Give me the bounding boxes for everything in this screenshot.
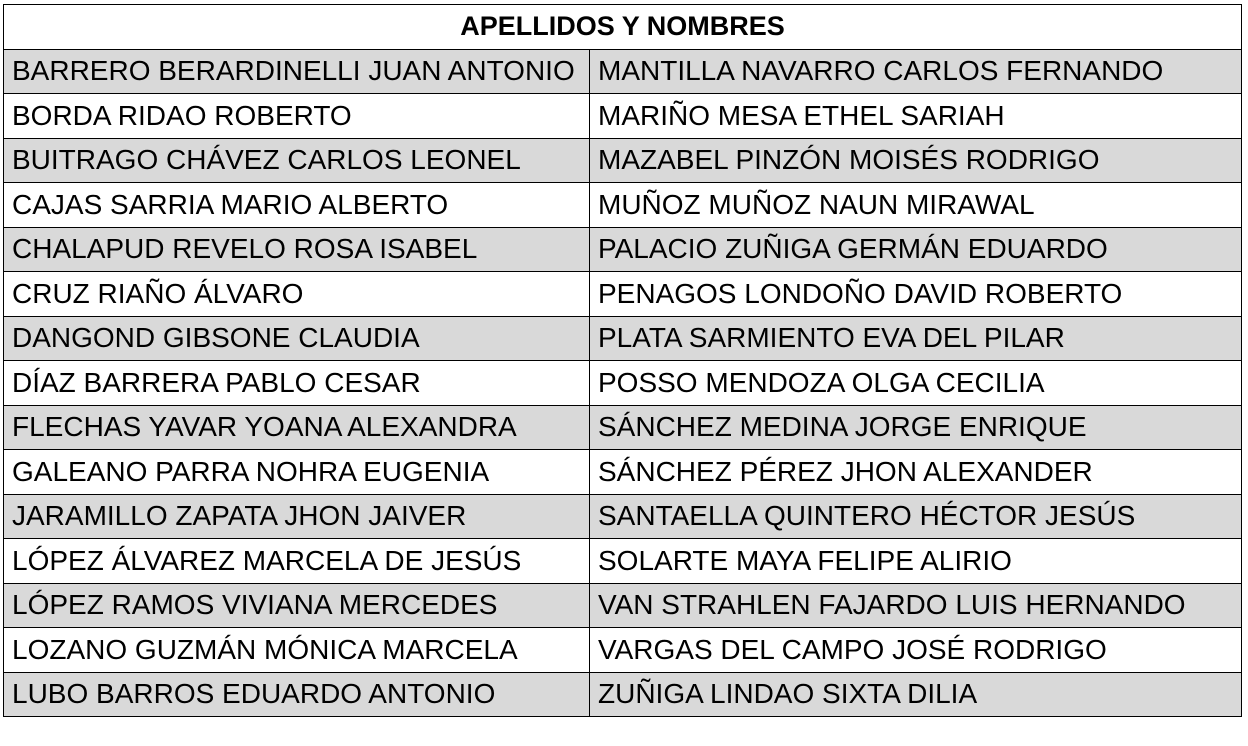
cell-left[interactable]: FLECHAS YAVAR YOANA ALEXANDRA [4,405,590,450]
names-table [3,4,1242,717]
table-row [4,316,1242,361]
cell-right[interactable]: PENAGOS LONDOÑO DAVID ROBERTO [590,272,1242,317]
cell-left[interactable]: LOZANO GUZMÁN MÓNICA MARCELA [4,628,590,673]
cell-left[interactable]: BORDA RIDAO ROBERTO [4,94,590,139]
cell-right[interactable]: MARIÑO MESA ETHEL SARIAH [590,94,1242,139]
cell-right[interactable]: SANTAELLA QUINTERO HÉCTOR JESÚS [590,494,1242,539]
cell-right[interactable]: VARGAS DEL CAMPO JOSÉ RODRIGO [590,628,1242,673]
cell-right[interactable]: POSSO MENDOZA OLGA CECILIA [590,361,1242,406]
table-row [4,405,1242,450]
cell-right[interactable]: MUÑOZ MUÑOZ NAUN MIRAWAL [590,183,1242,228]
table-row [4,138,1242,183]
cell-left[interactable]: DÍAZ BARRERA PABLO CESAR [4,361,590,406]
cell-left[interactable]: BUITRAGO CHÁVEZ CARLOS LEONEL [4,138,590,183]
cell-left[interactable]: JARAMILLO ZAPATA JHON JAIVER [4,494,590,539]
cell-right[interactable]: MANTILLA NAVARRO CARLOS FERNANDO [590,49,1242,94]
table-row [4,539,1242,584]
table-row [4,583,1242,628]
cell-right[interactable]: PALACIO ZUÑIGA GERMÁN EDUARDO [590,227,1242,272]
cell-right[interactable]: PLATA SARMIENTO EVA DEL PILAR [590,316,1242,361]
table-row [4,672,1242,717]
cell-right[interactable]: SÁNCHEZ MEDINA JORGE ENRIQUE [590,405,1242,450]
cell-left[interactable]: CRUZ RIAÑO ÁLVARO [4,272,590,317]
cell-left[interactable]: LÓPEZ ÁLVAREZ MARCELA DE JESÚS [4,539,590,584]
cell-right[interactable]: MAZABEL PINZÓN MOISÉS RODRIGO [590,138,1242,183]
table-row [4,628,1242,673]
cell-left[interactable]: GALEANO PARRA NOHRA EUGENIA [4,450,590,495]
cell-left[interactable]: DANGOND GIBSONE CLAUDIA [4,316,590,361]
table-row [4,183,1242,228]
table-row [4,227,1242,272]
table-header[interactable]: APELLIDOS Y NOMBRES [4,5,1242,50]
cell-right[interactable]: VAN STRAHLEN FAJARDO LUIS HERNANDO [590,583,1242,628]
cell-left[interactable]: CAJAS SARRIA MARIO ALBERTO [4,183,590,228]
table-row [4,361,1242,406]
cell-right[interactable]: SOLARTE MAYA FELIPE ALIRIO [590,539,1242,584]
table-row [4,49,1242,94]
cell-left[interactable]: CHALAPUD REVELO ROSA ISABEL [4,227,590,272]
table-row [4,272,1242,317]
header-row [4,5,1242,50]
table-row [4,494,1242,539]
cell-left[interactable]: LÓPEZ RAMOS VIVIANA MERCEDES [4,583,590,628]
table-row [4,94,1242,139]
cell-right[interactable]: ZUÑIGA LINDAO SIXTA DILIA [590,672,1242,717]
table-row [4,450,1242,495]
cell-left[interactable]: LUBO BARROS EDUARDO ANTONIO [4,672,590,717]
cell-left[interactable]: BARRERO BERARDINELLI JUAN ANTONIO [4,49,590,94]
cell-right[interactable]: SÁNCHEZ PÉREZ JHON ALEXANDER [590,450,1242,495]
